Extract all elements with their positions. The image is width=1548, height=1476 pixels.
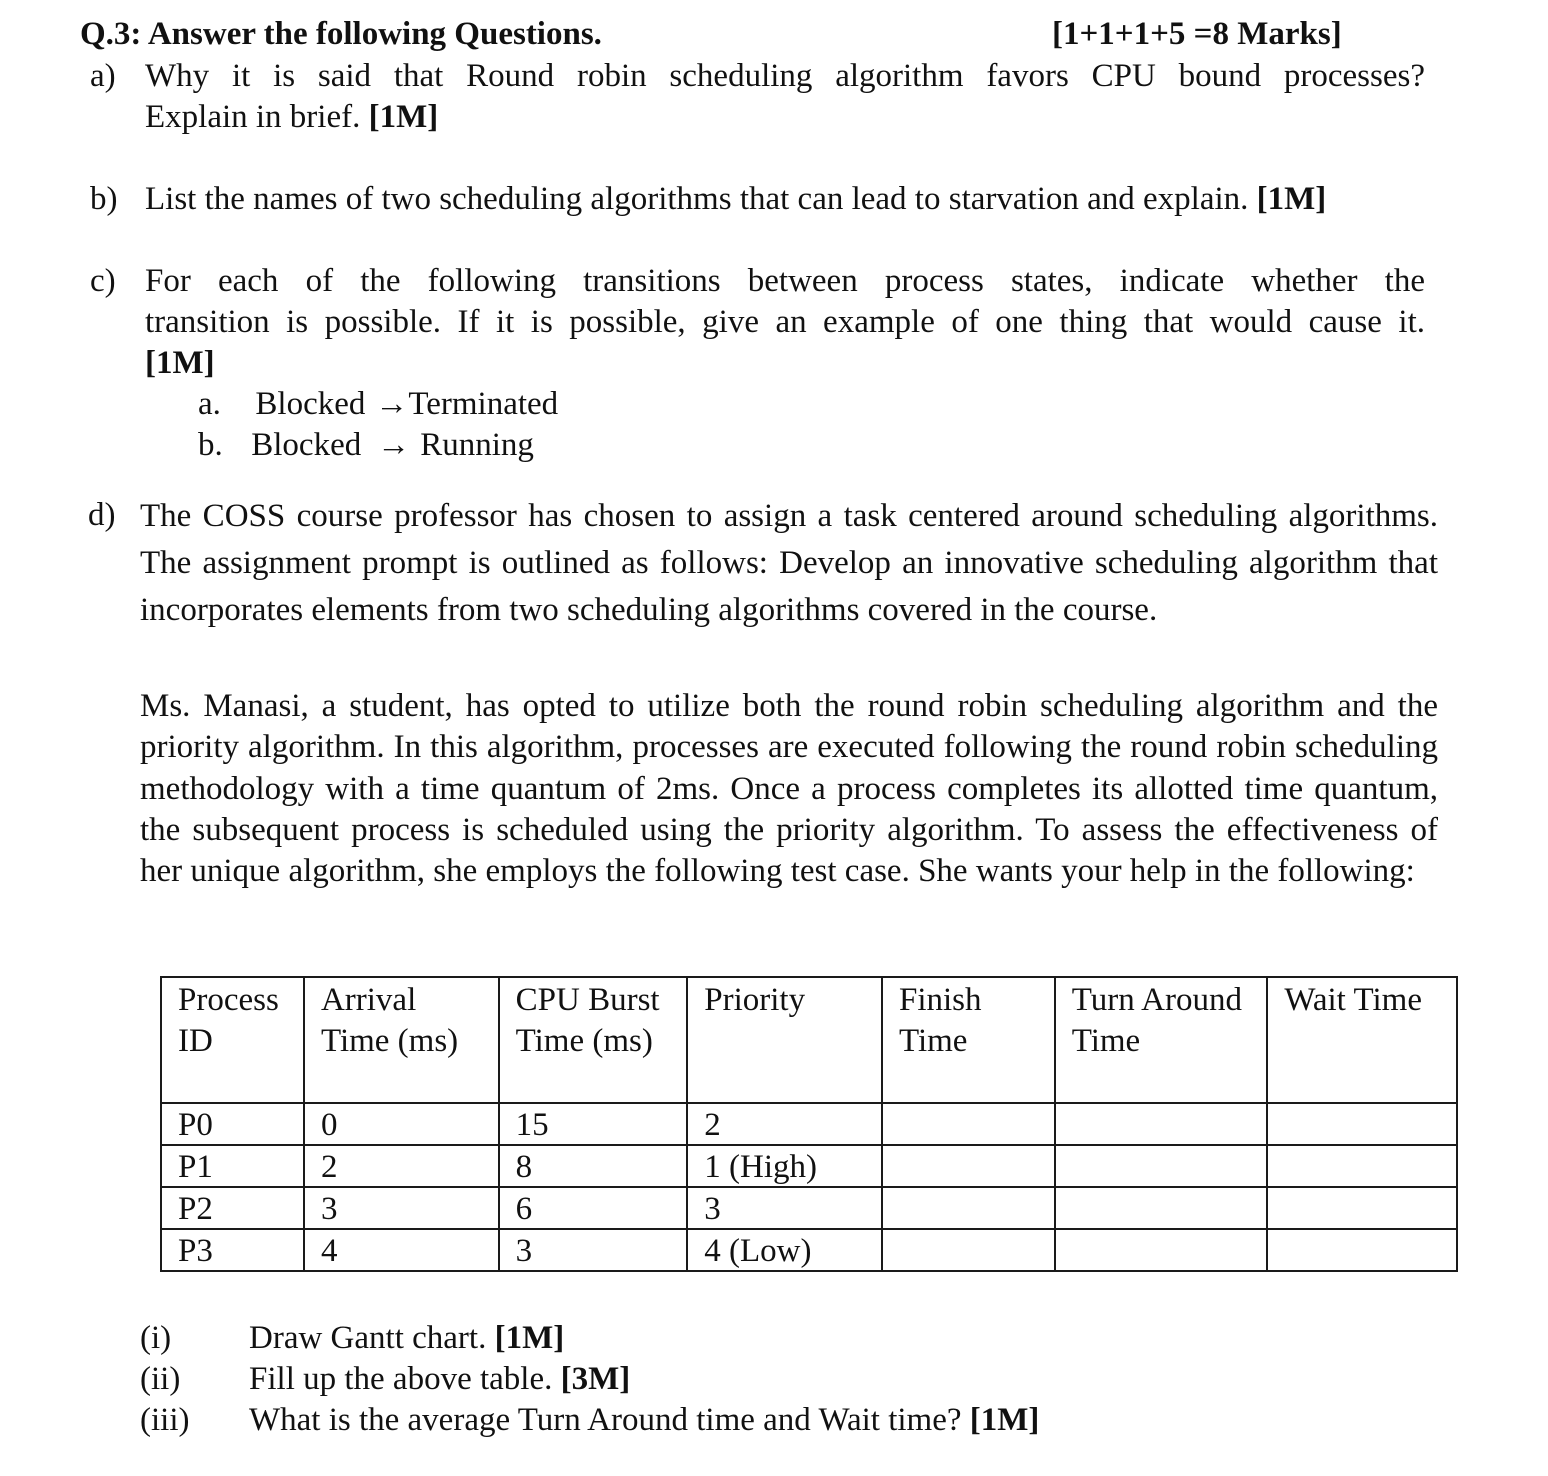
transition-item — [198, 386, 558, 423]
process-table — [160, 976, 1458, 1272]
arrow-icon: → — [377, 427, 411, 463]
question-a-text: Explain in brief. — [145, 99, 361, 135]
table-cell — [1267, 1229, 1457, 1271]
table-cell: 1 (High) — [687, 1145, 882, 1187]
table-cell — [1055, 1187, 1268, 1229]
table-cell: 2 — [687, 1103, 882, 1145]
table-cell: 3 — [304, 1187, 499, 1229]
table-cell — [1267, 1187, 1457, 1229]
table-cell: 3 — [687, 1187, 882, 1229]
subquestion-marks: [3M] — [560, 1361, 631, 1397]
subquestion-line — [249, 1361, 630, 1398]
marks-total: [1+1+1+5 =8 Marks] — [1052, 16, 1342, 52]
question-d-label: d) — [88, 497, 116, 533]
subquestion-text: What is the average Turn Around time and Wait time? — [249, 1402, 962, 1438]
transition-item — [198, 427, 534, 464]
table-header-cell: Wait Time — [1267, 977, 1457, 1103]
question-a-line2 — [145, 99, 438, 136]
question-a-line1: Why it is said that Round robin scheduling algorithm favors CPU bound processes? — [145, 58, 1425, 94]
subquestion-marks: [1M] — [494, 1320, 565, 1356]
arrow-icon: → — [375, 386, 409, 422]
question-d-paragraph-1: The COSS course professor has chosen to assign a task centered around scheduling algorithms. The assignment prompt is outlined as follows: Develop an innovative scheduling algorithm that incorporates elements from two scheduling algorithms covered in the course. — [140, 498, 1438, 628]
table-cell: P2 — [161, 1187, 304, 1229]
subquestion-text: Draw Gantt chart. — [249, 1320, 487, 1356]
question-c-line2: transition is possible. If it is possible, give an example of one thing that would cause it. — [145, 304, 1425, 340]
table-cell — [1267, 1145, 1457, 1187]
table-header-cell: Arrival Time (ms) — [304, 977, 499, 1103]
table-cell: P0 — [161, 1103, 304, 1145]
table-cell — [882, 1229, 1055, 1271]
question-a-marks: [1M] — [368, 99, 439, 135]
transition-from: Blocked — [251, 427, 362, 463]
question-c-label: c) — [90, 263, 116, 299]
question-b-line — [145, 181, 1326, 218]
question-c-line1: For each of the following transitions between process states, indicate whether the — [145, 263, 1425, 299]
table-header-row — [161, 977, 1457, 1103]
table-row — [161, 1103, 1457, 1145]
table-cell: 15 — [499, 1103, 688, 1145]
question-b-text: List the names of two scheduling algorithms that can lead to starvation and explain. — [145, 181, 1249, 217]
table-header-cell: Process ID — [161, 977, 304, 1103]
table-header-cell: Finish Time — [882, 977, 1055, 1103]
table-cell: P3 — [161, 1229, 304, 1271]
table-cell: 4 (Low) — [687, 1229, 882, 1271]
subquestion-line — [249, 1320, 564, 1357]
table-cell: 8 — [499, 1145, 688, 1187]
subquestion-label: (i) — [140, 1320, 172, 1356]
table-cell — [1055, 1229, 1268, 1271]
table-cell: 6 — [499, 1187, 688, 1229]
question-c-marks: [1M] — [145, 345, 215, 381]
table-header-cell: Turn Around Time — [1055, 977, 1268, 1103]
table-header-cell: CPU Burst Time (ms) — [499, 977, 688, 1103]
table-cell — [1055, 1103, 1268, 1145]
table-cell — [1267, 1103, 1457, 1145]
table-row — [161, 1145, 1457, 1187]
table-row — [161, 1229, 1457, 1271]
question-a-label: a) — [90, 58, 116, 94]
question-b-marks: [1M] — [1256, 181, 1327, 217]
subquestion-marks: [1M] — [969, 1402, 1040, 1438]
question-b-label: b) — [90, 181, 118, 217]
transition-to: Running — [420, 427, 534, 463]
table-row — [161, 1187, 1457, 1229]
subquestion-text: Fill up the above table. — [249, 1361, 553, 1397]
question-title: Q.3: Answer the following Questions. — [80, 16, 602, 52]
question-d-paragraph-2: Ms. Manasi, a student, has opted to utilize both the round robin scheduling algorithm and the priority algorithm. In this algorithm, processes are executed following the round robin scheduling methodology with a time quantum of 2ms. Once a process completes its allotted time quantum, the subsequent process is scheduled using the priority algorithm. To assess the effectiveness of her unique algorithm, she employs the following test case. She wants your help in the following: — [140, 688, 1438, 890]
table-cell: 0 — [304, 1103, 499, 1145]
transition-label: a. — [198, 386, 221, 422]
subquestion-label: (iii) — [140, 1402, 190, 1438]
table-cell — [882, 1145, 1055, 1187]
table-cell — [882, 1103, 1055, 1145]
table-cell: 4 — [304, 1229, 499, 1271]
transition-from: Blocked — [255, 386, 366, 422]
table-header-cell: Priority — [687, 977, 882, 1103]
table-cell — [1055, 1145, 1268, 1187]
subquestion-line — [249, 1402, 1039, 1439]
table-cell: 3 — [499, 1229, 688, 1271]
subquestion-label: (ii) — [140, 1361, 181, 1397]
transition-label: b. — [198, 427, 223, 463]
transition-to: Terminated — [408, 386, 559, 422]
table-cell: P1 — [161, 1145, 304, 1187]
table-cell — [882, 1187, 1055, 1229]
table-cell: 2 — [304, 1145, 499, 1187]
